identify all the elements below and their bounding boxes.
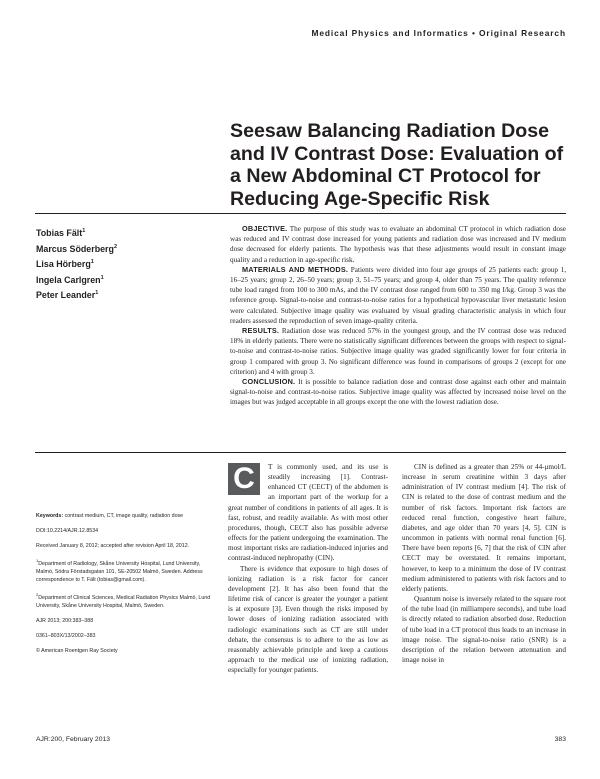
abstract-methods: MATERIALS AND METHODS. Patients were divided into four age groups of 25 patients each: group 1, 16–25 years; group 2, 26–50 years; group 3, 51–75 years; and group 4, older than 75 years. The quality reference tube load ranged from 100 to 300 mAs, and the IV contrast dose ranged from 600 to 350 mg I/kg. Group 3 was the reference group. Signal-to-noise and contrast-to-noise ratios for a hypothetical hypovascular liver metastatic lesion were calculated. Subjective image quality was evaluated by visual grading characteristic analysis in which four readers assessed the reproduction of seven image-quality criteria. [230, 264, 567, 325]
author: Tobias Fält$^1$ [36, 227, 86, 238]
author: Lisa Hörberg$^1$ [36, 259, 94, 270]
body-paragraph: CIN is defined as a greater than 25% or 44-μmol/L increase in serum creatinine within 3 days after administration of IV contrast medium [4]. The risk of CIN is related to the dose of contrast medium and the number of risk factors. Important risk factors are reduced renal function, congestive heart failure, diabetes, and age older than 70 years [4, 5]. CIN is uncommon in patients with normal renal function [6]. There have been reports [6, 7] that the risk of CIN after CECT may be overstated. It remains important, however, to keep to a minimum the dose of IV contrast medium administered to patients with risk factors and to elderly patients. [402, 463, 566, 593]
title-rule [35, 213, 566, 214]
author-list [36, 225, 216, 303]
journal-section-header: Medical Physics and Informatics • Original Research [311, 28, 566, 38]
body-paragraph: There is evidence that exposure to high doses of ionizing radiation is a risk factor for cancer development [2]. It has also been found that the lifetime risk of cancer is greater the younger a patient is at exposure [3]. Even though the risks imposed by lower doses of ionizing radiation associated with radiologic examinations such as CT are still under debate, the consensus is to adhere to the as low as reasonably achievable principle and keep a cautious approach to the medical use of ionizing radiation, especially for younger patients. [228, 564, 388, 675]
body-column-1 [228, 462, 388, 675]
abstract-objective: OBJECTIVE. The purpose of this study was to evaluate an abdominal CT protocol in which radiation dose was reduced and IV contrast dose increased for young patients and radiation dose was increased and IV medium dose decreased for elderly patients. The hypothesis was that these adjustments would result in constant image quality and a reduction in age-specific risk. [230, 224, 566, 264]
article-metadata [36, 512, 216, 662]
abstract-conclusion: CONCLUSION. It is possible to balance radiation dose and contrast dose against each other and maintain signal-to-noise and contrast-to-noise ratios. Subjective image quality was affected by increased noise level on the images but was judged acceptable in all groups except the one with the lowest radiation dose. [230, 377, 567, 407]
article-title: Seesaw Balancing Radiation Dose and IV Contrast Dose: Evaluation of a New Abdominal CT Protocol for Reducing Age-Specific Risk [230, 120, 564, 210]
keywords: Keywords: contrast medium, CT, image quality, radiation dose [36, 513, 184, 519]
page-number: 383 [554, 736, 566, 743]
doi: DOI:10.2214/AJR.12.8534 [36, 528, 99, 534]
drop-cap: C [228, 463, 260, 495]
body-paragraph: Quantum noise is inversely related to the square root of the tube load (in milliampere seconds), and tube load is directly related to radiation absorbed dose. Reduction of tube load in a CT protocol thus leads to an increase in image noise. The signal-to-noise ratio (SNR) is a description of the relation between attenuation and image noise in [402, 595, 566, 664]
affiliation-2: $^2$Department of Clinical Sciences, Medical Radiation Physics Malmö, Lund University, Skåne University Hospital, Malmö, Sweden. [36, 591, 211, 609]
author: Marcus Söderberg$^2$ [36, 243, 117, 254]
body-paragraph: C T is commonly used, and its use is steadily increasing [1]. Contrast-enhanced CT (CECT) of the abdomen is an important part of the workup for a great number of conditions in patients of all ages. It is fast, robust, and readily available. As with most other procedures, though, CECT also has possible adverse effects for the patient undergoing the examination. The most important risks are radiation-induced injuries and contrast-induced nephropathy (CIN). [228, 462, 388, 563]
author: Peter Leander$^1$ [36, 290, 99, 301]
affiliation-1: $^1$Department of Radiology, Skåne University Hospital, Lund University, Malmö, Södra Förstadsgatan 101, SE-20502 Malmö, Sweden. Address correspondence to T. Fält (tobias@gmail.com). [36, 558, 203, 583]
footer-journal: AJR:200, February 2013 [36, 736, 111, 743]
body-column-2 [402, 462, 566, 665]
received-dates: Received January 8, 2012; accepted after revision April 18, 2012. [36, 543, 190, 549]
abstract-results: RESULTS. Radiation dose was reduced 57% in the youngest group, and the IV contrast dose was reduced 18% in elderly patients. There were no statistically significant differences between the groups with respect to signal-to-noise and contrast-to-noise ratios. Subjective image quality was graded significantly lower for four criteria in group 1 compared with group 3. No significant difference was found in comparisons of groups 2 (except for one criterion) and 4 with group 3. [230, 326, 567, 376]
abstract [230, 224, 566, 408]
issn: 0361–803X/13/2002–383 [36, 632, 96, 639]
author: Ingela Carlgren$^1$ [36, 274, 104, 285]
citation: AJR 2013; 200:383–388 [36, 617, 94, 624]
abstract-rule [35, 452, 566, 453]
copyright: © American Roentgen Ray Society [36, 647, 118, 654]
